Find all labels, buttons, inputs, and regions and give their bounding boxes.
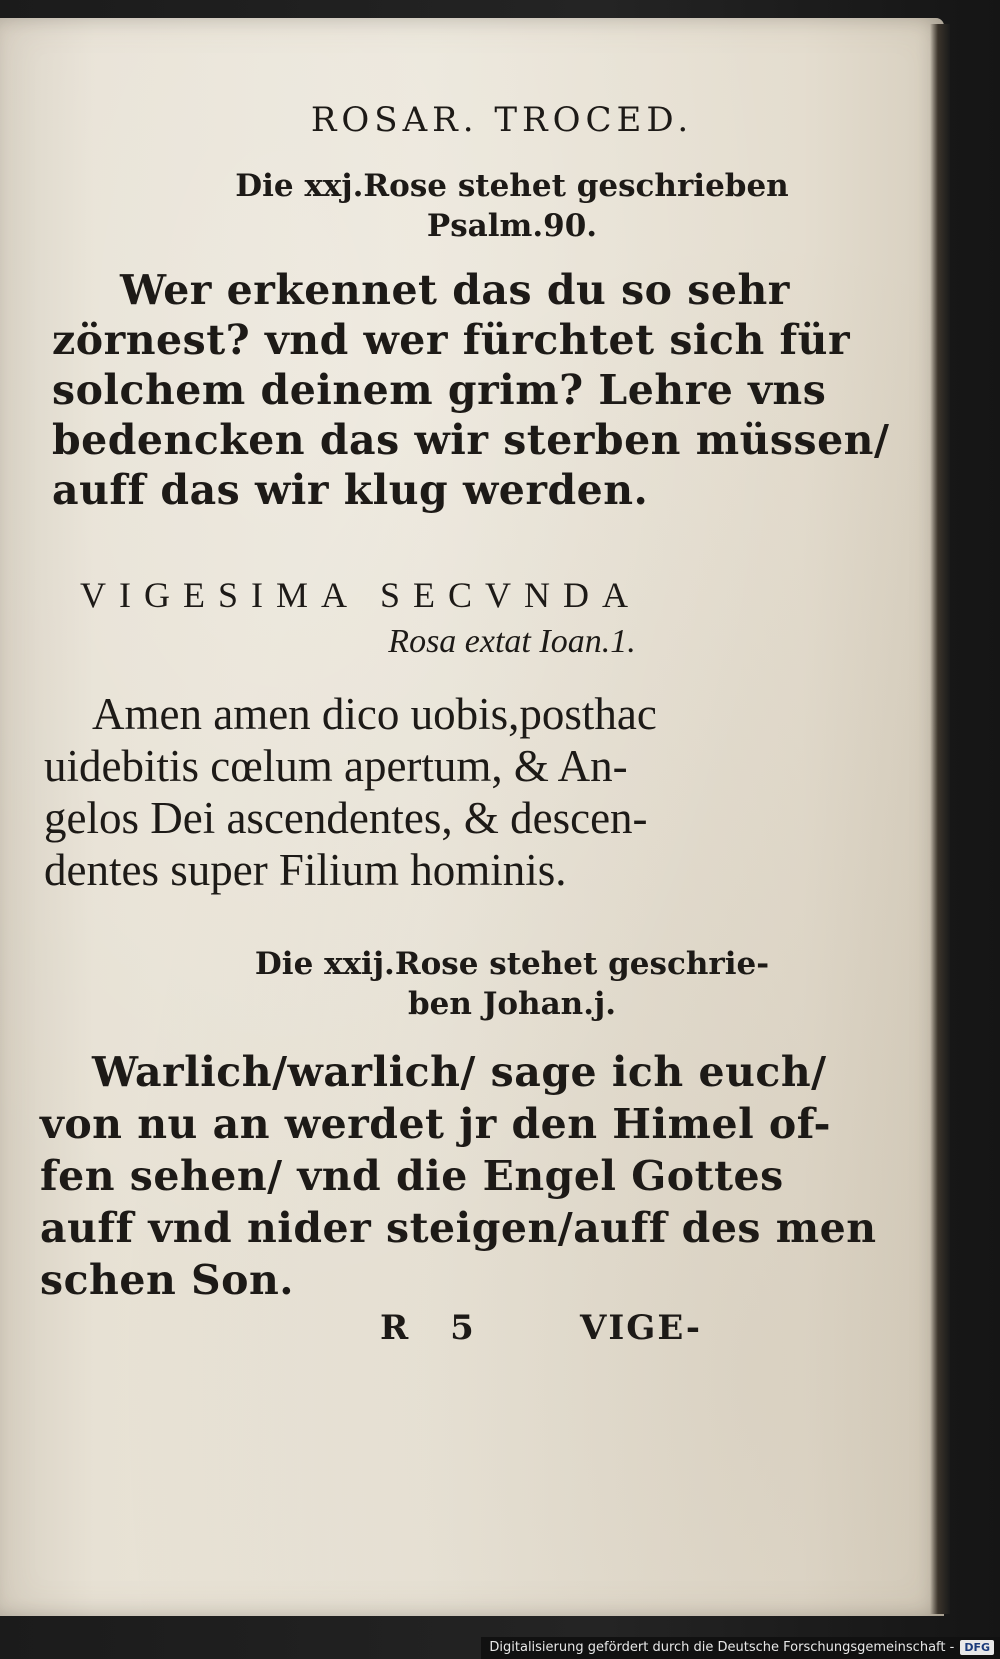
section3-line5: schen Son. [40,1256,295,1304]
section3-heading-line1: Die xxij.Rose stehet geschrie- [254,946,770,982]
digitization-credit [481,1637,1000,1659]
section3-heading-line2: ben Johan.j. [407,986,617,1022]
section1-line2: zörnest? vnd wer fürchtet sich für [52,316,851,364]
signature-mark: R 5 [380,1308,474,1348]
section3-line4: auff vnd nider steigen/auff des men [40,1204,877,1252]
section1-line5: auff das wir klug werden. [52,466,649,514]
section2-line4: dentes super Filium hominis. [44,845,567,895]
section2-line2: uidebitis cœlum apertum, & An- [44,741,628,791]
section2-heading: VIGESIMA SECVNDA [80,575,642,615]
section3-line3: fen sehen/ vnd die Engel Gottes [40,1152,784,1200]
section3-line1: Warlich/warlich/ sage ich euch/ [92,1048,827,1096]
section1-line1: Wer erkennet das du so sehr [120,266,790,314]
book-page [0,18,944,1616]
page-edge-shadow [930,24,950,1614]
section3-line2: von nu an werdet jr den Himel of- [40,1100,831,1148]
section2-line1: Amen amen dico uobis,posthac [92,689,657,739]
running-head: ROSAR. TROCED. [310,100,694,140]
section1-line3: solchem deinem grim? Lehre vns [52,366,827,414]
section1-heading-line2: Psalm.90. [426,208,598,244]
credit-text: Digitalisierung gefördert durch die Deutsche Forschungsgemeinschaft - [489,1640,955,1655]
section2-subheading: Rosa extat Ioan.1. [388,623,636,660]
section1-heading-line1: Die xxj.Rose stehet geschrieben [235,168,789,204]
section1-line4: bedencken das wir sterben müssen/ [52,416,890,464]
dfg-logo-icon: DFG [960,1640,994,1655]
catchword: VIGE- [580,1308,702,1348]
section2-line3: gelos Dei ascendentes, & descen- [44,793,648,843]
